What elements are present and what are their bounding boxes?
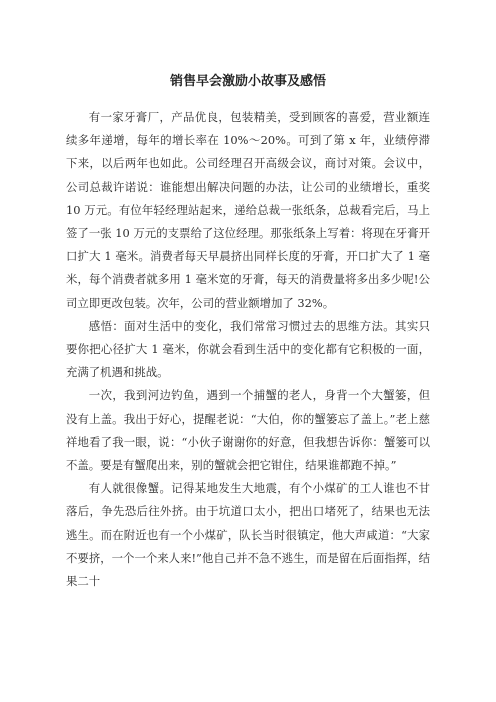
paragraph-mine-story: 有人就很像蟹。记得某地发生大地震，有个小煤矿的工人谁也不甘落后，争先恐后往外挤。由于坑道口太小，把出口堵死了，结果也无法逃生。而在附近也有一个小煤矿，队长当时很镇定，他大声咸道：“大家不要挤，一个一个来人来!”他自己并不急不逃生，而是留在后面指挥，结果二十	[66, 481, 430, 589]
paragraph-toothpaste-story: 有一家牙膏厂，产品优良，包装精美，受到顾客的喜爱，营业额连续多年递增，每年的增长率在 10%～20%。可到了第 x 年，业绩停滞下来，以后两年也如此。公司经理召开高级会议，商讨对策。会议中，公司总裁许诺说：谁能想出解决问题的办法，让公司的业绩增长，重奖 10 万元。有位年轻经理站起来，递给总裁一张纸条，总裁看完后，马上签了一张 10 万元的支票给了这位经理。那张纸条上写着：将现在牙膏开口扩大 1 毫米。消费者每天早晨挤出同样长度的牙膏，开口扩大了 1 毫米，每个消费者就多用 1 毫米宽的牙膏，每天的消费量将多出多少呢!公司立即更改包装。次年，公司的营业额增加了 32%。	[66, 110, 430, 310]
paragraph-insight: 感悟：面对生活中的变化，我们常常习惯过去的思维方法。其实只要你把心径扩大 1 毫米，你就会看到生活中的变化都有它积极的一面，充满了机遇和挑战。	[66, 318, 430, 380]
paragraph-crab-story: 一次，我到河边钓鱼，遇到一个捕蟹的老人，身背一个大蟹篓，但没有上盖。我出于好心，提醒老说：“大伯，你的蟹篓忘了盖上。”老上慈祥地看了我一眼，说：“小伙子谢谢你的好意，但我想告诉你：蟹篓可以不盖。要是有蟹爬出来，别的蟹就会把它钳住，结果谁都跑不掉。”	[66, 388, 430, 473]
document-body	[66, 106, 430, 593]
document-title: 销售早会激励小故事及感悟	[169, 74, 326, 89]
